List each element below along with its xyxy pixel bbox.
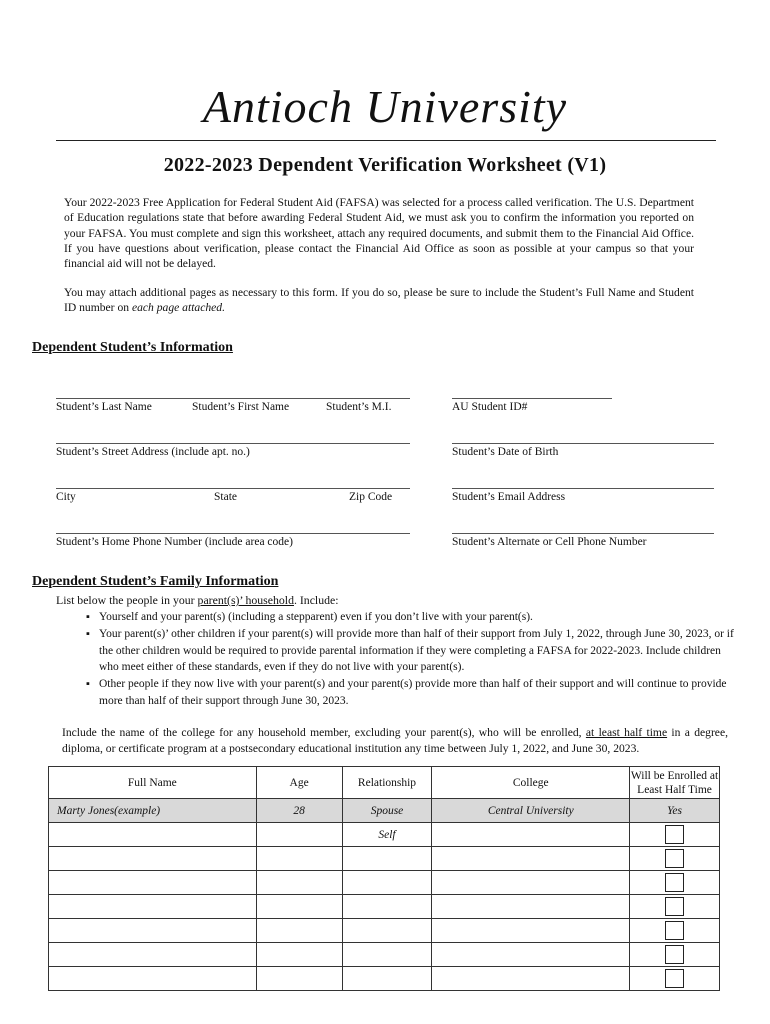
age-cell[interactable] <box>256 967 342 991</box>
alt-phone-label: Student’s Alternate or Cell Phone Number <box>452 536 647 548</box>
age-cell[interactable] <box>256 847 342 871</box>
college-cell[interactable] <box>432 847 630 871</box>
dob-label: Student’s Date of Birth <box>452 446 559 458</box>
home-phone-label: Student’s Home Phone Number (include area code) <box>56 536 293 548</box>
college-cell[interactable] <box>432 895 630 919</box>
family-info-heading: Dependent Student’s Family Information <box>32 574 279 589</box>
relationship-cell[interactable] <box>342 847 432 871</box>
example-row <box>49 799 720 823</box>
alt-phone-field-line[interactable] <box>452 533 714 534</box>
enrolled-checkbox[interactable] <box>665 873 684 892</box>
college-note-underlined: at least half time <box>585 726 668 739</box>
first-name-label: Student’s First Name <box>192 401 290 413</box>
relationship-cell[interactable] <box>342 871 432 895</box>
college-note-start: Include the name of the college for any household member, excluding your parent(s), who will be enrolled, <box>62 726 586 739</box>
enrolled-checkbox[interactable] <box>665 921 684 940</box>
enrolled-cell <box>630 871 720 895</box>
enrolled-cell <box>630 967 720 991</box>
example-relationship: Spouse <box>342 799 432 823</box>
name-cell[interactable] <box>49 823 257 847</box>
enrolled-cell <box>630 895 720 919</box>
enrolled-checkbox[interactable] <box>665 825 684 844</box>
city-label: City <box>56 491 76 503</box>
table-row <box>49 919 720 943</box>
age-cell[interactable] <box>256 895 342 919</box>
college-cell[interactable] <box>432 943 630 967</box>
age-cell[interactable] <box>256 943 342 967</box>
attach-pages-note <box>64 285 694 316</box>
state-label: State <box>214 491 237 503</box>
household-intro-end: . Include: <box>293 593 339 607</box>
name-cell[interactable] <box>49 895 257 919</box>
university-logo: Antioch University <box>202 81 568 132</box>
list-item: ▪ Other people if they now live with your parent(s) and your parent(s) provide more than half of their support and will continue to provide more than half of their support through June 30, 2023. <box>86 676 736 710</box>
relationship-cell[interactable] <box>342 967 432 991</box>
example-age: 28 <box>256 799 342 823</box>
list-item: ▪ Yourself and your parent(s) (including a stepparent) even if you don’t live with your parent(s). <box>86 609 736 626</box>
household-intro-start: List below the people in your <box>56 593 198 607</box>
college-cell[interactable] <box>432 919 630 943</box>
relationship-cell[interactable] <box>342 919 432 943</box>
street-field-line[interactable] <box>56 443 410 444</box>
enrolled-cell <box>630 823 720 847</box>
enrolled-checkbox[interactable] <box>665 969 684 988</box>
col-full-name: Full Name <box>49 767 257 799</box>
table-row <box>49 823 720 847</box>
intro-paragraph: Your 2022-2023 Free Application for Federal Student Aid (FAFSA) was selected for a process called verification. The U.S. Department of Education regulations state that before awarding Federal Student Aid, we must ask you to confirm the information you reported on your FAFSA. You must complete and sign this worksheet, attach any required documents, and submit them to the Financial Aid Office. If you have questions about verification, please contact the Financial Aid Office as soon as possible at your campus so that your financial aid will not be delayed. <box>64 196 694 271</box>
table-row <box>49 943 720 967</box>
table-row <box>49 847 720 871</box>
enrolled-checkbox[interactable] <box>665 897 684 916</box>
name-cell[interactable] <box>49 943 257 967</box>
attach-note-emphasis: each page attached. <box>131 301 225 315</box>
city-field-line[interactable] <box>56 488 410 489</box>
zip-label: Zip Code <box>349 491 393 503</box>
col-relationship: Relationship <box>342 767 432 799</box>
household-table <box>48 766 720 991</box>
col-college: College <box>432 767 630 799</box>
au-id-label: AU Student ID# <box>452 401 528 413</box>
attach-note-text: You may attach additional pages as necessary to this form. If you do so, please be sure to include the Student’s Full Name and Student ID number on <box>64 286 694 315</box>
table-row <box>49 871 720 895</box>
name-cell[interactable] <box>49 967 257 991</box>
table-header-row <box>49 767 720 799</box>
age-cell[interactable] <box>256 919 342 943</box>
last-name-label: Student’s Last Name <box>56 401 152 413</box>
enrolled-cell <box>630 943 720 967</box>
name-field-line[interactable] <box>56 398 410 399</box>
list-item: ▪ Your parent(s)’ other children if your parent(s) will provide more than half of their support from July 1, 2022, through June 30, 2023, or if the other children would be required to provide parental information if they were completing a FAFSA for 2022-2023. Include children who meet either of these standards, even if they do not live with your parent(s). <box>86 626 736 676</box>
col-age: Age <box>256 767 342 799</box>
relationship-cell: Self <box>342 823 432 847</box>
age-cell[interactable] <box>256 823 342 847</box>
name-cell[interactable] <box>49 847 257 871</box>
email-field-line[interactable] <box>452 488 714 489</box>
street-label: Student’s Street Address (include apt. no.) <box>56 446 250 458</box>
enrolled-checkbox[interactable] <box>665 849 684 868</box>
college-cell[interactable] <box>432 871 630 895</box>
example-college: Central University <box>432 799 630 823</box>
college-cell[interactable] <box>432 967 630 991</box>
col-enrolled: Will be Enrolled at Least Half Time <box>630 767 720 799</box>
enrolled-cell <box>630 919 720 943</box>
college-note <box>62 725 728 756</box>
relationship-cell[interactable] <box>342 943 432 967</box>
student-info-heading: Dependent Student’s Information <box>32 340 233 355</box>
dob-field-line[interactable] <box>452 443 714 444</box>
header-rule <box>56 140 716 141</box>
enrolled-checkbox[interactable] <box>665 945 684 964</box>
enrolled-cell <box>630 847 720 871</box>
email-label: Student’s Email Address <box>452 491 566 503</box>
middle-initial-label: Student’s M.I. <box>326 401 392 413</box>
table-row <box>49 895 720 919</box>
au-id-field-line[interactable] <box>452 398 612 399</box>
relationship-cell[interactable] <box>342 895 432 919</box>
worksheet-title: 2022-2023 Dependent Verification Worksheet (V1) <box>163 154 607 176</box>
example-enrolled: Yes <box>630 799 720 823</box>
college-note-end: in a degree, diploma, or certificate program at a postsecondary educational institution any time between July 1, 2022, and June 30, 2023. <box>62 726 728 755</box>
home-phone-field-line[interactable] <box>56 533 410 534</box>
name-cell[interactable] <box>49 871 257 895</box>
name-cell[interactable] <box>49 919 257 943</box>
household-intro-underlined: parent(s)’ household <box>197 593 294 607</box>
example-name: Marty Jones(example) <box>49 799 257 823</box>
table-row <box>49 967 720 991</box>
household-criteria-list <box>86 609 736 710</box>
age-cell[interactable] <box>256 871 342 895</box>
household-intro <box>56 593 339 608</box>
college-cell[interactable] <box>432 823 630 847</box>
